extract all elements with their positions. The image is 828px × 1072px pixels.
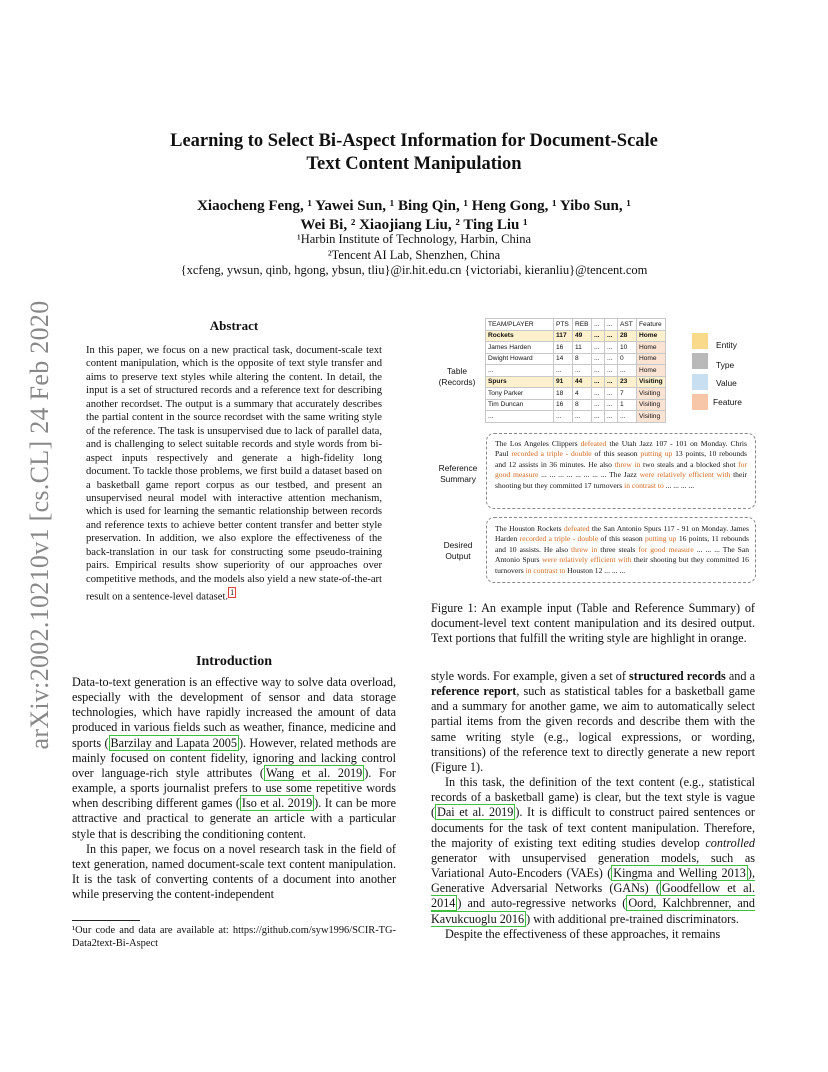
table-cell: 28 <box>618 330 637 342</box>
italic-term: controlled <box>705 835 755 850</box>
table-cell: 8 <box>573 353 592 365</box>
legend-label-value: Value <box>716 378 737 388</box>
text-span: of this season <box>598 534 646 544</box>
label-line: Summary <box>440 473 476 484</box>
text-span: ) and auto-regressive networks ( <box>457 896 627 911</box>
table-cell: Visiting <box>637 388 666 400</box>
introduction-body <box>72 675 396 902</box>
text-span: and a <box>725 669 755 683</box>
style-highlight: threw in <box>571 544 598 554</box>
table-cell: 44 <box>573 376 592 388</box>
table-cell: ... <box>592 365 605 377</box>
table-cell: AST <box>618 319 637 331</box>
legend-label-type: Type <box>716 360 735 370</box>
label-line: Reference <box>438 463 478 473</box>
table-cell: ... <box>592 353 605 365</box>
table-cell: Home <box>637 342 666 354</box>
text-span: Houston 12 ... ... ... <box>565 565 626 575</box>
citation-link[interactable]: Dai et al. 2019 <box>437 805 514 820</box>
table-cell: 0 <box>618 353 637 365</box>
desired-output-box <box>486 517 756 583</box>
citation-link[interactable]: Iso et al. 2019 <box>241 796 313 811</box>
label-line: Table <box>446 366 468 376</box>
desired-output-label <box>436 540 480 561</box>
right-paragraph-2 <box>431 775 755 927</box>
table-cell: Spurs <box>486 376 554 388</box>
table-cell: 7 <box>618 388 637 400</box>
citation-link[interactable]: Barzilay and Lapata 2005 <box>110 735 237 750</box>
paper-title <box>100 130 728 176</box>
table-cell: 10 <box>618 342 637 354</box>
text-span: their shooting but they committed 16 turnovers <box>495 555 749 575</box>
introduction-heading: Introduction <box>196 654 272 669</box>
table-cell: PTS <box>554 319 573 331</box>
table-cell: ... <box>618 365 637 377</box>
table-cell: 14 <box>554 353 573 365</box>
citation-link[interactable]: Oord, Kalchbrenner, and Kavukcuoglu 2016 <box>431 896 755 926</box>
table-cell: ... <box>605 388 618 400</box>
table-cell: ... <box>486 365 554 377</box>
text-span: ... ... ... ... <box>663 480 695 490</box>
text-span: ... ... ... The San Antonio Spurs <box>495 544 749 565</box>
table-cell: ... <box>605 411 618 423</box>
affiliation-1: ¹Harbin Institute of Technology, Harbin, China <box>296 232 532 246</box>
style-highlight: for good measure <box>495 459 747 480</box>
table-header-row <box>486 319 666 331</box>
text-span: the San Antonio Spurs 117 - 91 on Monday. James Harden <box>495 524 749 544</box>
table-cell: Home <box>637 330 666 342</box>
table-row <box>486 411 666 423</box>
legend-swatch-feature <box>692 394 708 410</box>
citation-link[interactable]: Goodfellow et al. 2014 <box>431 881 755 911</box>
text-span: ... ... ... ... ... ... ... ... The Jazz <box>538 470 640 480</box>
table-cell: ... <box>554 365 573 377</box>
citation-link[interactable]: Kingma and Welling 2013 <box>613 866 746 881</box>
table-cell: 23 <box>618 376 637 388</box>
reference-summary-box <box>486 433 756 509</box>
table-cell: 18 <box>554 388 573 400</box>
legend-swatch-value <box>692 374 708 390</box>
abstract-body <box>86 344 382 604</box>
legend-swatch-type <box>692 353 708 369</box>
style-highlight: putting up <box>645 534 677 544</box>
table-cell: 8 <box>573 399 592 411</box>
records-table <box>485 318 666 423</box>
text-span: ) with additional pre-trained discriminators. <box>526 911 739 926</box>
style-highlight: defeated <box>563 524 590 533</box>
table-cell: REB <box>573 319 592 331</box>
arxiv-sidebar <box>20 290 60 760</box>
label-line: (Records) <box>438 376 476 387</box>
table-cell: Home <box>637 353 666 365</box>
style-highlight: were relatively efficient with <box>639 470 731 480</box>
legend-swatch-entity <box>692 333 708 349</box>
style-highlight: in contrast to <box>525 565 566 575</box>
abstract-text: In this paper, we focus on a new practical task, document-scale text content manipulation, which is the opposite of text style transfer and aims to preserve text styles while altering the content. In detail, the input is a set of structured records and a reference text for describing another recordset. The output is a summary that accurately describes the partial content in the source recordset with the same writing style of the reference. The task is unsupervised due to lack of parallel data, and is challenging to select suitable records and style words from bi-aspect inputs respectively and generate a high-fidelity long document. To tackle those problems, we first build a dataset based on a basketball game report corpus as our testbed, and present an unsupervised neural model with interactive attention mechanism, which is used for learning the semantic relationship between records and reference texts to achieve better content transfer and better style preservation. In addition, we also explore the effectiveness of the back-translation in our task for constructing some pseudo-training pairs. Empirical results show superiority of our approaches over competitive methods, and the models also yield a new state-of-the-art result on a sentence-level dataset. <box>86 345 382 603</box>
citation-link[interactable]: Wang et al. 2019 <box>265 765 363 780</box>
table-cell: ... <box>618 411 637 423</box>
text-span: of this season <box>591 449 641 459</box>
text-span: ). It can be more attractive and practical to generate an article with a particular style that is describing the conditioning content. <box>72 796 396 841</box>
footnote-divider <box>72 920 140 921</box>
table-cell: ... <box>605 330 618 342</box>
table-cell: ... <box>573 365 592 377</box>
table-row <box>486 330 666 342</box>
intro-paragraph-1 <box>72 675 396 842</box>
title-line-1: Learning to Select Bi-Aspect Information for Document-Scale <box>170 131 658 151</box>
table-row <box>486 365 666 377</box>
text-span: ). However, related methods are mainly focused on content fidelity, ignoring and lacking control over language-rich style attributes ( <box>72 735 396 780</box>
table-cell: 16 <box>554 342 573 354</box>
text-span: In this task, the definition of the text content (e.g., statistical records of a basketball game) is clear, but the text style is vague ( <box>431 775 755 820</box>
right-paragraph-1 <box>431 669 755 775</box>
label-line: Output <box>445 550 471 561</box>
table-cell: 11 <box>573 342 592 354</box>
table-cell: 91 <box>554 376 573 388</box>
reference-summary-label <box>434 463 482 484</box>
text-span: ). It is difficult to construct paired sentences or documents for the task of text content manipulation. Therefore, the majority of existing text editing studies develop <box>431 805 755 850</box>
footnote: ¹Our code and data are available at: https://github.com/syw1996/SCIR-TG-Data2text-Bi-Aspect <box>72 925 396 949</box>
abstract-heading: Abstract <box>209 318 259 333</box>
table-cell: ... <box>605 353 618 365</box>
table-cell: Home <box>637 365 666 377</box>
table-cell: Tim Duncan <box>486 399 554 411</box>
table-cell: ... <box>573 411 592 423</box>
bold-term: reference report <box>431 684 517 699</box>
table-cell: Tony Parker <box>486 388 554 400</box>
style-highlight: for good measure <box>638 544 694 554</box>
table-cell: ... <box>605 342 618 354</box>
bold-term: structured records <box>629 669 726 683</box>
table-row <box>486 376 666 388</box>
affiliation-2: ²Tencent AI Lab, Shenzhen, China <box>327 247 501 262</box>
table-cell: ... <box>605 376 618 388</box>
footnote-ref-link[interactable]: 1 <box>230 588 235 598</box>
style-highlight: recorded a triple - double <box>511 449 592 459</box>
table-row <box>486 388 666 400</box>
text-span: 13 points, 10 rebounds and 12 assists in 36 minutes. He also <box>495 449 748 469</box>
style-highlight: threw in <box>614 459 641 469</box>
table-cell: TEAM/PLAYER <box>486 319 554 331</box>
text-span: their shooting but they committed 17 turnovers <box>495 470 747 490</box>
text-span: three steals <box>597 544 639 554</box>
table-row <box>486 342 666 354</box>
arxiv-id: arXiv:2002.10210v1 [cs.CL] 24 Feb 2020 <box>25 300 54 750</box>
table-cell: ... <box>605 399 618 411</box>
affiliations <box>100 232 728 279</box>
style-highlight: were relatively efficient with <box>542 555 632 565</box>
table-cell: 117 <box>554 330 573 342</box>
style-highlight: putting up <box>640 449 673 459</box>
author-list <box>100 197 728 235</box>
table-cell: Visiting <box>637 399 666 411</box>
table-cell: ... <box>592 330 605 342</box>
text-span: two steals and a blocked shot <box>640 459 739 469</box>
emails: {xcfeng, ywsun, qinb, hgong, ybsun, tliu}@ir.hit.edu.cn {victoriabi, kieranliu}@tencent.com <box>180 263 648 277</box>
table-records-label <box>436 366 478 387</box>
table-cell: 4 <box>573 388 592 400</box>
table-cell: Visiting <box>637 411 666 423</box>
reference-summary-text <box>495 439 747 491</box>
text-span: style words. For example, given a set of <box>431 669 630 683</box>
text-span: , such as statistical tables for a basketball game and a summary for another game, we aim to automatically select partial items from the given records and describe them with the same writing style (e.g., logical expressions, or wording, transitions) of the reference text to directly generate a new report (Figure 1). <box>431 684 756 774</box>
text-span: 16 points, 11 rebounds and 10 assists. He also <box>495 534 750 554</box>
text-span: The Los Angeles Clippers <box>495 439 581 448</box>
text-span: The Houston Rockets <box>495 524 564 533</box>
table-cell: ... <box>554 411 573 423</box>
text-span: ), Generative Adversarial Networks (GANs) ( <box>431 866 755 896</box>
title-line-2: Text Content Manipulation <box>306 154 522 174</box>
table-cell: ... <box>592 399 605 411</box>
right-column-body <box>431 669 755 942</box>
table-cell: ... <box>592 342 605 354</box>
style-highlight: recorded a triple - double <box>519 534 599 544</box>
legend-label-entity: Entity <box>716 340 737 350</box>
table-cell: James Harden <box>486 342 554 354</box>
table-row <box>486 399 666 411</box>
table-cell: ... <box>592 376 605 388</box>
authors-line-2: Wei Bi, ² Xiaojiang Liu, ² Ting Liu ¹ <box>300 217 528 233</box>
text-span: ). For example, a sports journalist prefers to use some repetitive words when describing different games ( <box>72 765 396 811</box>
table-cell: ... <box>592 411 605 423</box>
table-cell: Dwight Howard <box>486 353 554 365</box>
table-cell: ... <box>486 411 554 423</box>
label-line: Desired <box>443 540 473 550</box>
table-cell: 16 <box>554 399 573 411</box>
style-highlight: defeated <box>580 439 607 448</box>
table-cell: ... <box>592 388 605 400</box>
authors-line-1: Xiaocheng Feng, ¹ Yawei Sun, ¹ Bing Qin, ¹ Heng Gong, ¹ Yibo Sun, ¹ <box>197 198 631 214</box>
intro-paragraph-2: In this paper, we focus on a novel research task in the field of text generation, named document-scale text content manipulation. It is the task of converting contents of a document into another while preserving the content-independent <box>72 841 396 902</box>
table-row <box>486 353 666 365</box>
table-cell: 49 <box>573 330 592 342</box>
legend-label-feature: Feature <box>713 397 742 407</box>
text-span: the Utah Jazz 107 - 101 on Monday. Chris Paul <box>495 439 747 459</box>
table-cell: Visiting <box>637 376 666 388</box>
table-cell: 1 <box>618 399 637 411</box>
right-paragraph-3: Despite the effectiveness of these approaches, it remains <box>445 926 721 941</box>
table-cell: Feature <box>637 319 666 331</box>
style-highlight: in contrast to <box>624 480 664 490</box>
text-span: generator with unsupervised generation models, such as Variational Auto-Encoders (VAEs) ( <box>431 850 755 881</box>
table-cell: Rockets <box>486 330 554 342</box>
desired-output-text <box>495 524 749 576</box>
table-cell: ... <box>592 319 605 331</box>
table-cell: ... <box>605 319 618 331</box>
text-span: Data-to-text generation is an effective way to solve data overload, especially with the development of sensor and data storage technologies, which have rapidly increased the amount of data produced in various fields such as weather, finance, medicine and sports ( <box>72 675 396 750</box>
table-cell: ... <box>605 365 618 377</box>
figure-caption: Figure 1: An example input (Table and Reference Summary) of document-level text content manipulation and its desired output. Text portions that fulfill the writing style are highlight in orange. <box>431 601 755 646</box>
